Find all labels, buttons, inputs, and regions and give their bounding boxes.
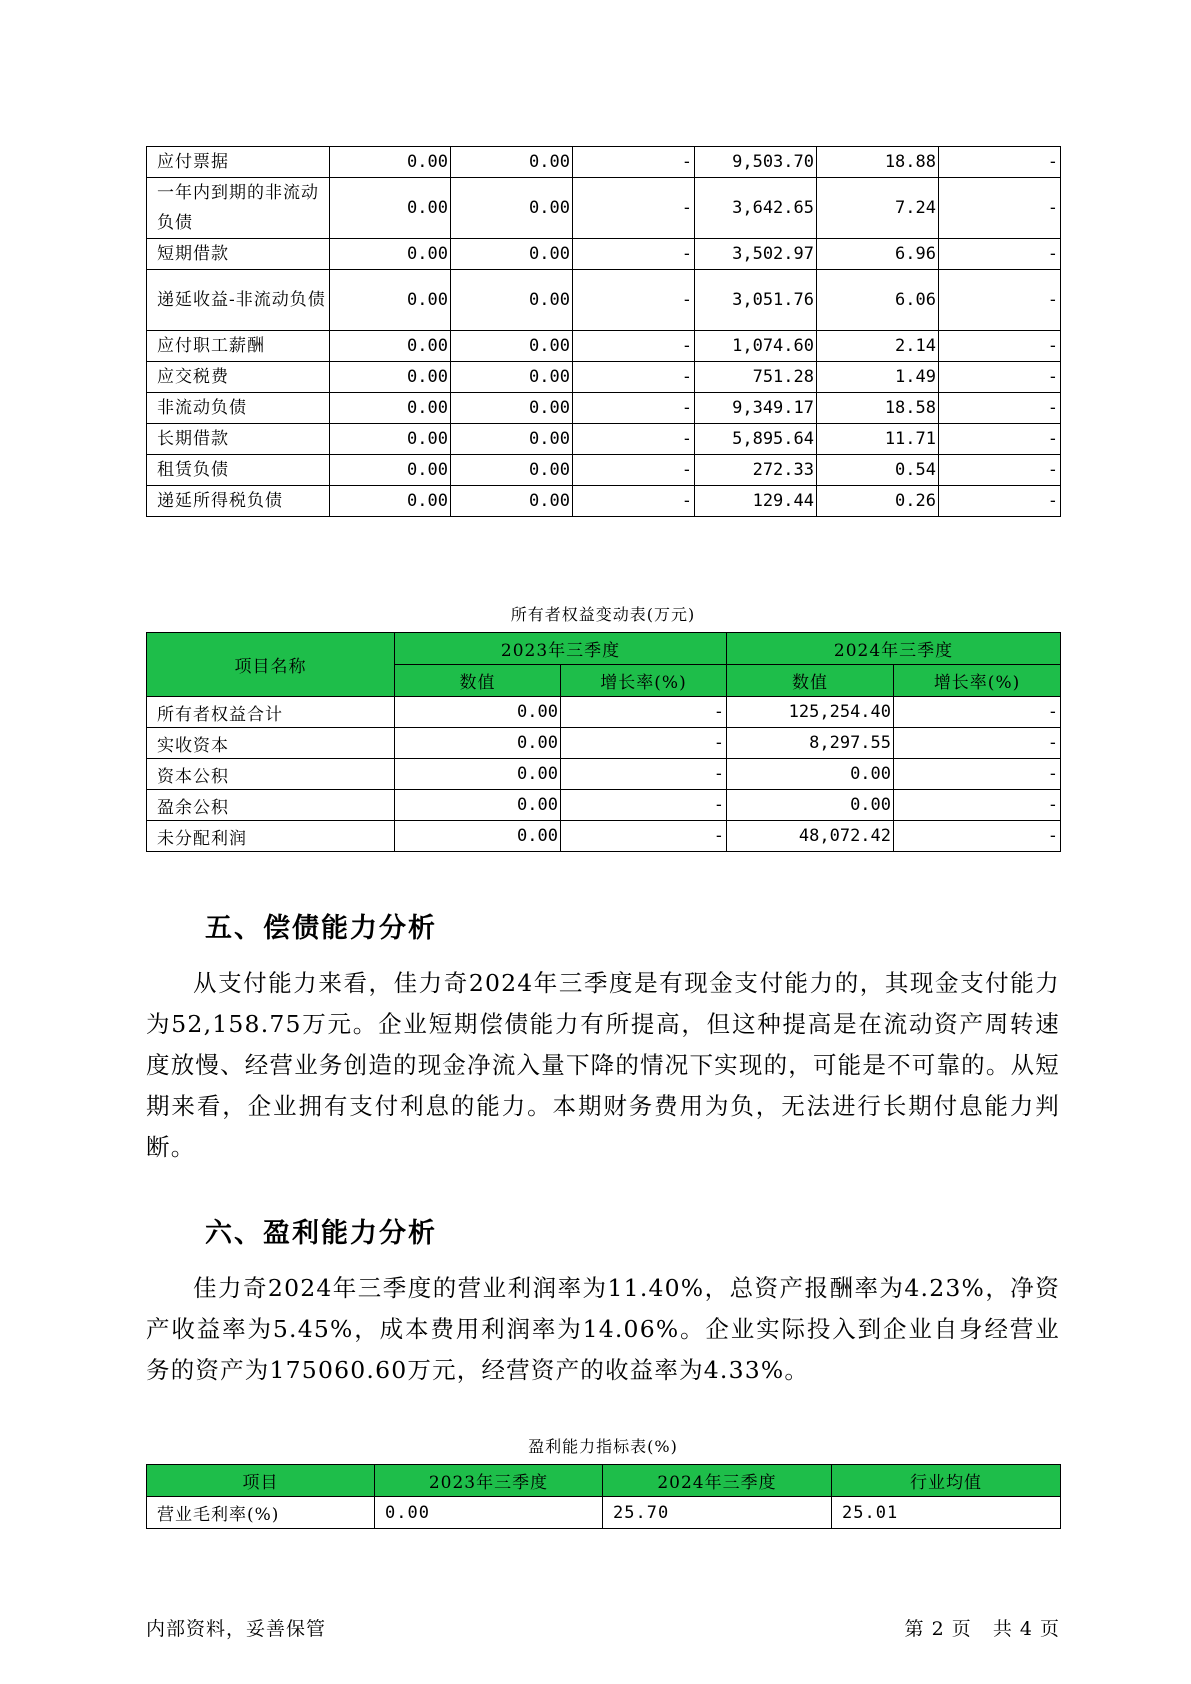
value-2023-cell: 0.00 [375,1497,603,1529]
table-row [147,728,1061,759]
equity-table-caption: 所有者权益变动表(万元) [510,605,696,624]
value-2024-cell: 129.44 [695,486,817,517]
change-2023-cell: - [573,239,695,270]
liabilities-table [146,146,1061,517]
value-2023-cell: 0.00 [330,393,451,424]
profit-header-item: 项目 [147,1465,375,1497]
row-name-cell: 一年内到期的非流动负债 [147,178,330,239]
row-name-cell: 应付票据 [147,147,330,178]
row-name-cell: 长期借款 [147,424,330,455]
growth-2024-cell: - [894,790,1061,821]
equity-header-2023: 2023年三季度 [395,633,727,665]
profit-table [146,1464,1061,1529]
profit-table-caption: 盈利能力指标表(%) [528,1437,678,1456]
row-name-cell: 递延收益-非流动负债 [147,270,330,331]
ratio-2024-cell: 1.49 [817,362,939,393]
row-name-cell: 短期借款 [147,239,330,270]
ratio-2023-cell: 0.00 [451,424,573,455]
row-name-cell: 应付职工薪酬 [147,331,330,362]
value-2024-cell: 125,254.40 [727,697,894,728]
change-2024-cell: - [939,178,1061,239]
table-row [147,486,1061,517]
growth-2023-cell: - [561,790,727,821]
industry-avg-cell: 25.01 [832,1497,1061,1529]
growth-2023-cell: - [561,728,727,759]
value-2023-cell: 0.00 [395,790,561,821]
value-2023-cell: 0.00 [330,270,451,331]
table-row [147,424,1061,455]
change-2023-cell: - [573,424,695,455]
section5-heading: 五、偿债能力分析 [205,913,437,944]
ratio-2023-cell: 0.00 [451,239,573,270]
change-2023-cell: - [573,362,695,393]
change-2023-cell: - [573,270,695,331]
growth-2024-cell: - [894,759,1061,790]
change-2023-cell: - [573,178,695,239]
value-2023-cell: 0.00 [330,486,451,517]
value-2024-cell: 48,072.42 [727,821,894,852]
table-row [147,759,1061,790]
value-2023-cell: 0.00 [330,178,451,239]
equity-table [146,632,1061,852]
ratio-2023-cell: 0.00 [451,393,573,424]
change-2024-cell: - [939,270,1061,331]
value-2024-cell: 1,074.60 [695,331,817,362]
table-row [147,1497,1061,1529]
ratio-2024-cell: 7.24 [817,178,939,239]
table-row [147,790,1061,821]
liabilities-table-body [147,147,1061,517]
row-name-cell: 应交税费 [147,362,330,393]
value-2024-cell: 3,051.76 [695,270,817,331]
value-2024-cell: 0.00 [727,790,894,821]
growth-2023-cell: - [561,759,727,790]
value-2023-cell: 0.00 [395,821,561,852]
table-row [147,821,1061,852]
change-2024-cell: - [939,362,1061,393]
value-2024-cell: 25.70 [603,1497,832,1529]
value-2023-cell: 0.00 [330,147,451,178]
value-2024-cell: 5,895.64 [695,424,817,455]
value-2024-cell: 751.28 [695,362,817,393]
value-2024-cell: 8,297.55 [727,728,894,759]
row-name-cell: 未分配利润 [147,821,395,852]
change-2023-cell: - [573,486,695,517]
table-row [147,697,1061,728]
ratio-2024-cell: 0.26 [817,486,939,517]
equity-header-value-2023: 数值 [395,665,561,697]
growth-2024-cell: - [894,728,1061,759]
value-2023-cell: 0.00 [395,759,561,790]
change-2024-cell: - [939,331,1061,362]
equity-table-body [147,697,1061,852]
table-row [147,393,1061,424]
profit-header-industry: 行业均值 [832,1465,1061,1497]
section6-paragraph: 佳力奇2024年三季度的营业利润率为11.40%，总资产报酬率为4.23%，净资产收益率为5.45%，成本费用利润率为14.06%。企业实际投入到企业自身经营业务的资产为175060.60万元，经营资产的收益率为4.33%。 [146,1274,1060,1384]
ratio-2024-cell: 6.96 [817,239,939,270]
ratio-2023-cell: 0.00 [451,270,573,331]
value-2024-cell: 9,349.17 [695,393,817,424]
ratio-2024-cell: 18.88 [817,147,939,178]
value-2023-cell: 0.00 [395,697,561,728]
equity-header-growth-2023: 增长率(%) [561,665,727,697]
equity-header-growth-2024: 增长率(%) [894,665,1061,697]
change-2023-cell: - [573,331,695,362]
value-2024-cell: 272.33 [695,455,817,486]
row-name-cell: 非流动负债 [147,393,330,424]
footer-left: 内部资料，妥善保管 [146,1618,327,1640]
ratio-2024-cell: 11.71 [817,424,939,455]
change-2024-cell: - [939,486,1061,517]
ratio-2024-cell: 6.06 [817,270,939,331]
profit-header-2023: 2023年三季度 [375,1465,603,1497]
profit-table-body [147,1497,1061,1529]
ratio-2024-cell: 0.54 [817,455,939,486]
change-2023-cell: - [573,393,695,424]
value-2023-cell: 0.00 [330,424,451,455]
row-name-cell: 递延所得税负债 [147,486,330,517]
ratio-2024-cell: 18.58 [817,393,939,424]
value-2023-cell: 0.00 [330,239,451,270]
ratio-2023-cell: 0.00 [451,455,573,486]
growth-2024-cell: - [894,821,1061,852]
table-row [147,270,1061,331]
row-name-cell: 营业毛利率(%) [147,1497,375,1529]
value-2023-cell: 0.00 [330,362,451,393]
value-2024-cell: 3,642.65 [695,178,817,239]
section5-paragraph: 从支付能力来看，佳力奇2024年三季度是有现金支付能力的，其现金支付能力为52,158.75万元。企业短期偿债能力有所提高，但这种提高是在流动资产周转速度放慢、经营业务创造的现金净流入量下降的情况下实现的，可能是不可靠的。从短期来看，企业拥有支付利息的能力。本期财务费用为负，无法进行长期付息能力判断。 [146,969,1060,1161]
change-2023-cell: - [573,147,695,178]
row-name-cell: 租赁负债 [147,455,330,486]
change-2023-cell: - [573,455,695,486]
growth-2023-cell: - [561,697,727,728]
change-2024-cell: - [939,239,1061,270]
change-2024-cell: - [939,424,1061,455]
footer-page-number: 第 2 页 共 4 页 [904,1618,1060,1640]
equity-header-item: 项目名称 [147,633,395,697]
value-2024-cell: 3,502.97 [695,239,817,270]
equity-header-value-2024: 数值 [727,665,894,697]
value-2024-cell: 9,503.70 [695,147,817,178]
ratio-2023-cell: 0.00 [451,178,573,239]
change-2024-cell: - [939,455,1061,486]
row-name-cell: 实收资本 [147,728,395,759]
table-row [147,455,1061,486]
ratio-2023-cell: 0.00 [451,486,573,517]
ratio-2024-cell: 2.14 [817,331,939,362]
table-row [147,178,1061,239]
growth-2023-cell: - [561,821,727,852]
section6-heading: 六、盈利能力分析 [205,1218,437,1249]
growth-2024-cell: - [894,697,1061,728]
profit-header-2024: 2024年三季度 [603,1465,832,1497]
table-row [147,239,1061,270]
ratio-2023-cell: 0.00 [451,147,573,178]
value-2023-cell: 0.00 [330,455,451,486]
row-name-cell: 所有者权益合计 [147,697,395,728]
row-name-cell: 资本公积 [147,759,395,790]
value-2024-cell: 0.00 [727,759,894,790]
change-2024-cell: - [939,393,1061,424]
change-2024-cell: - [939,147,1061,178]
ratio-2023-cell: 0.00 [451,362,573,393]
table-row [147,331,1061,362]
table-row [147,362,1061,393]
table-row [147,147,1061,178]
value-2023-cell: 0.00 [330,331,451,362]
ratio-2023-cell: 0.00 [451,331,573,362]
equity-header-2024: 2024年三季度 [727,633,1061,665]
value-2023-cell: 0.00 [395,728,561,759]
row-name-cell: 盈余公积 [147,790,395,821]
